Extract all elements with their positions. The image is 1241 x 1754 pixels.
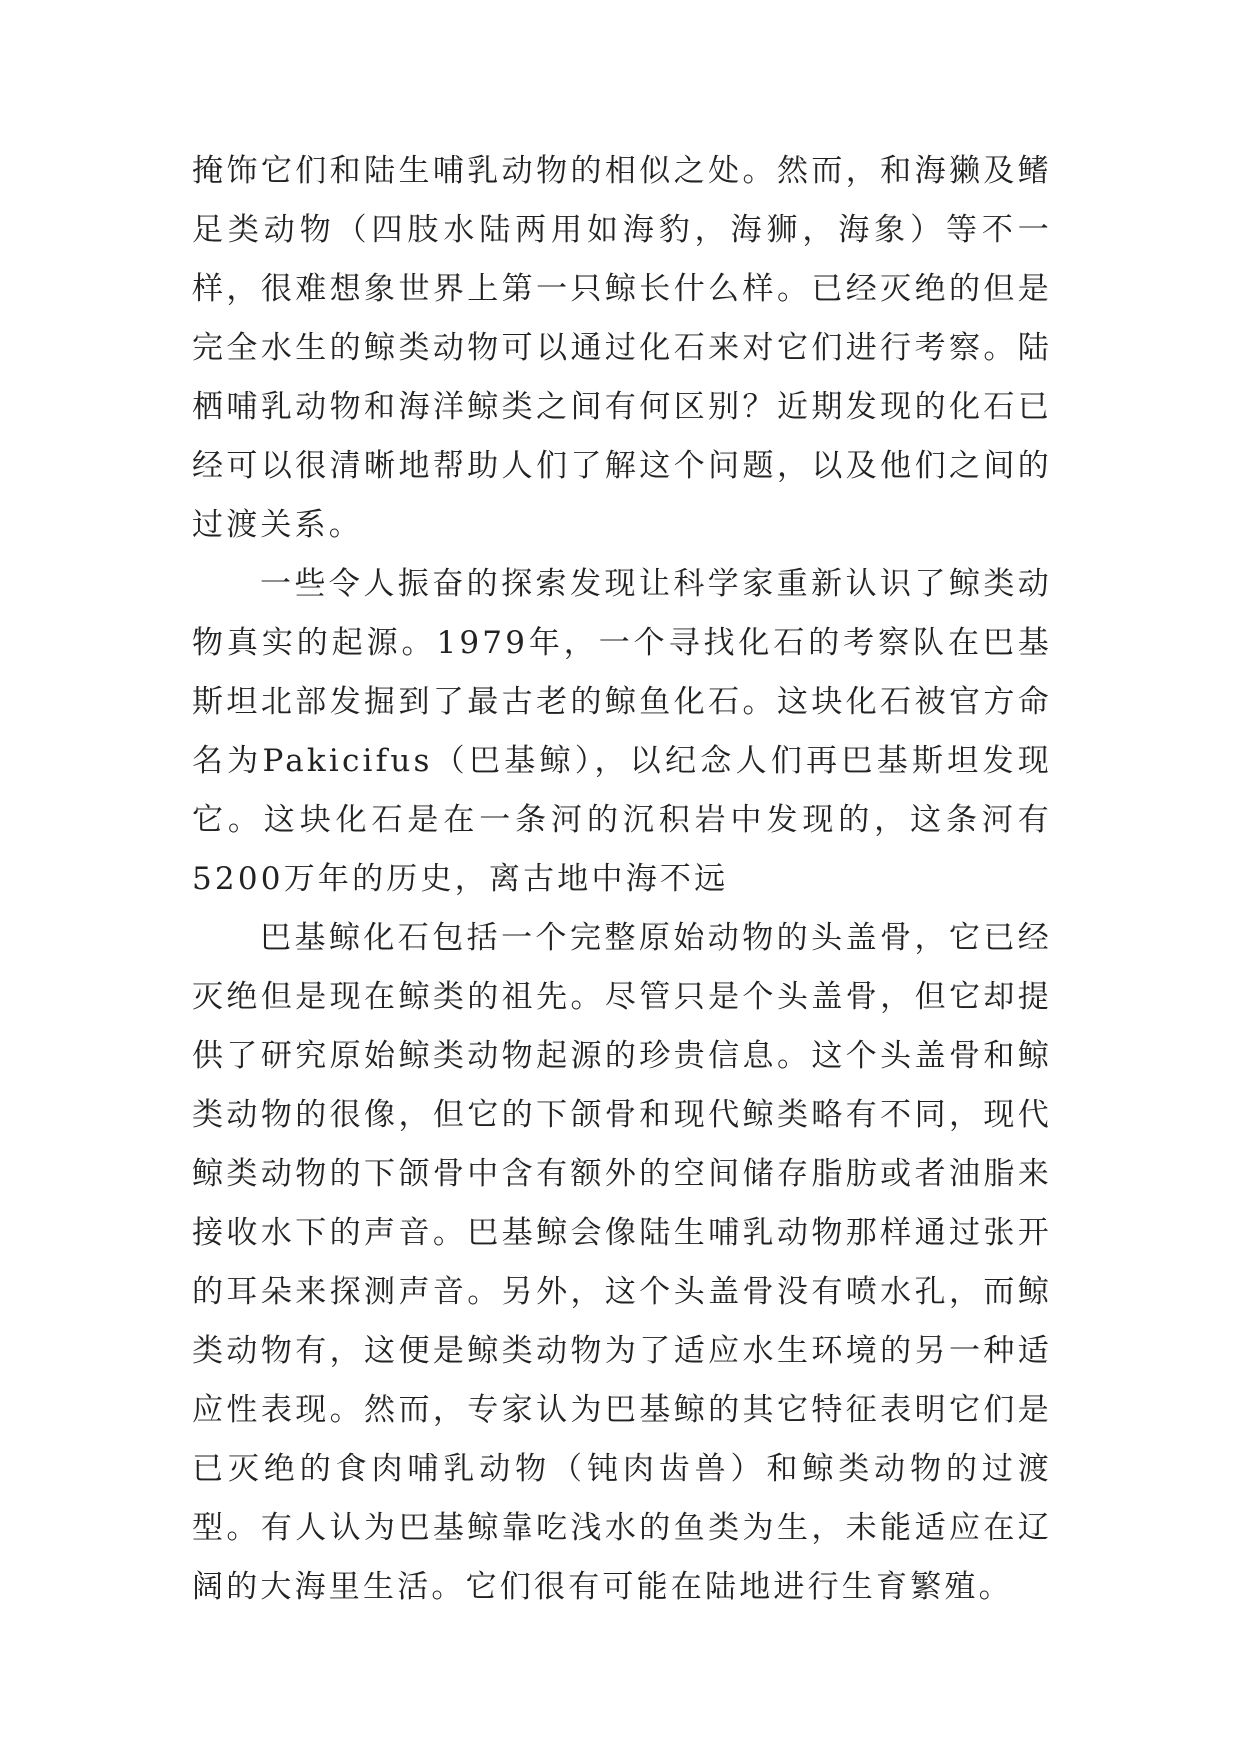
paragraph-1: 掩饰它们和陆生哺乳动物的相似之处。然而，和海獭及鳍足类动物（四肢水陆两用如海豹，海狮，海象）等不一样，很难想象世界上第一只鲸长什么样。已经灭绝的但是完全水生的鲸类动物可以通过化石来对它们进行考察。陆栖哺乳动物和海洋鲸类之间有何区别？近期发现的化石已经可以很清晰地帮助人们了解这个问题，以及他们之间的过渡关系。 <box>192 153 1052 543</box>
document-body <box>192 142 1052 1617</box>
paragraph-3: 巴基鲸化石包括一个完整原始动物的头盖骨，它已经灭绝但是现在鲸类的祖先。尽管只是个头盖骨，但它却提供了研究原始鲸类动物起源的珍贵信息。这个头盖骨和鲸类动物的很像，但它的下颌骨和现代鲸类略有不同，现代鲸类动物的下颌骨中含有额外的空间储存脂肪或者油脂来接收水下的声音。巴基鲸会像陆生哺乳动物那样通过张开的耳朵来探测声音。另外，这个头盖骨没有喷水孔，而鲸类动物有，这便是鲸类动物为了适应水生环境的另一种适应性表现。然而，专家认为巴基鲸的其它特征表明它们是已灭绝的食肉哺乳动物（钝肉齿兽）和鲸类动物的过渡型。有人认为巴基鲸靠吃浅水的鱼类为生，未能适应在辽阔的大海里生活。它们很有可能在陆地进行生育繁殖。 <box>192 920 1052 1605</box>
paragraph-2: 一些令人振奋的探索发现让科学家重新认识了鲸类动物真实的起源。1979年，一个寻找化石的考察队在巴基斯坦北部发掘到了最古老的鲸鱼化石。这块化石被官方命名为Pakicifus（巴基鲸），以纪念人们再巴基斯坦发现它。这块化石是在一条河的沉积岩中发现的，这条河有5200万年的历史，离古地中海不远 <box>192 566 1052 897</box>
